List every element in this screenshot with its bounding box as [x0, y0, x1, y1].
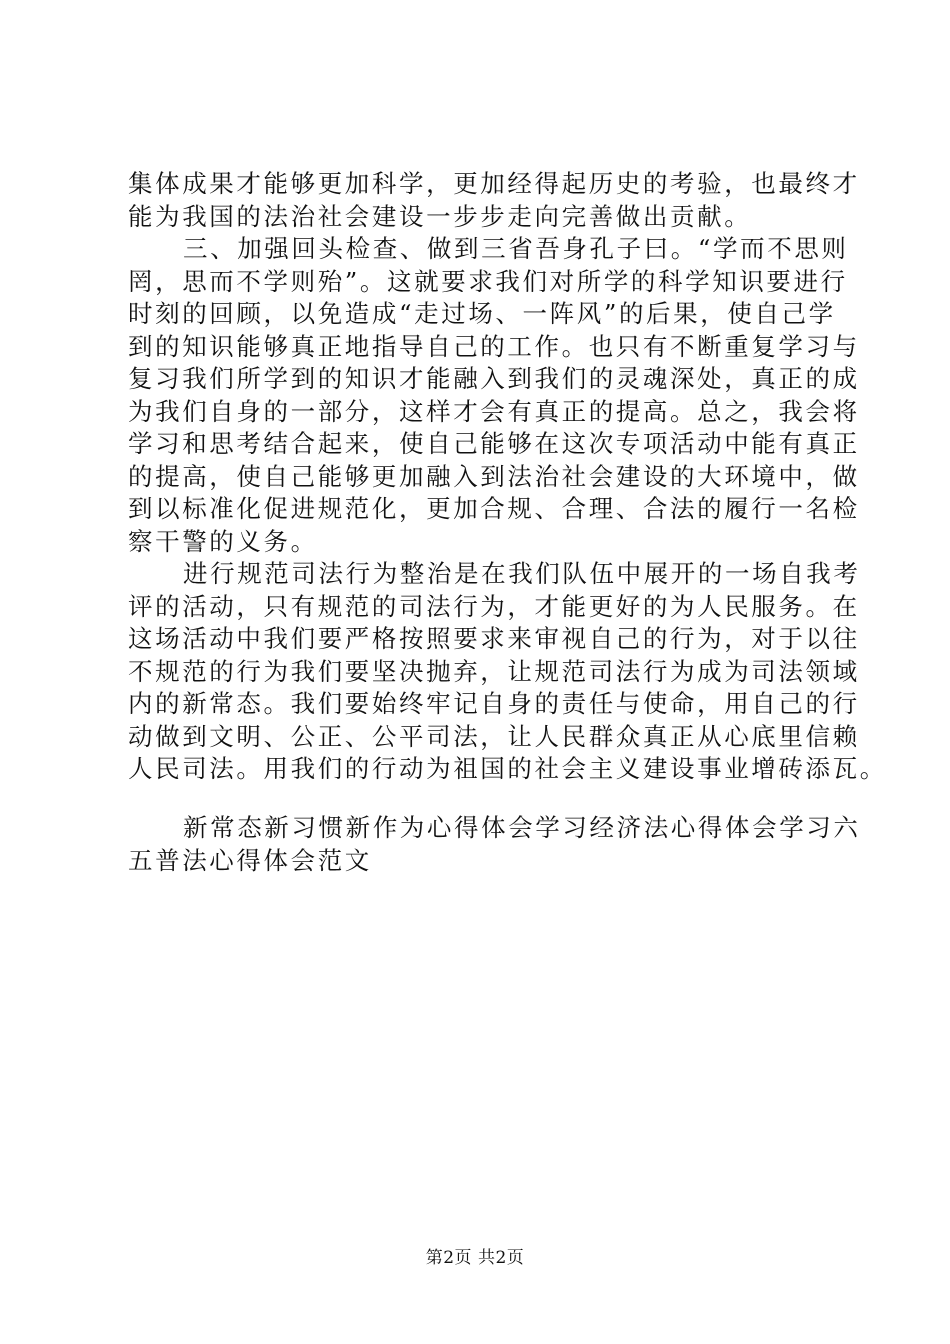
paragraph-2-line: 的提高，使自己能够更加融入到法治社会建设的大环境中，做 [128, 461, 860, 491]
related-titles-line: 五普法心得体会范文 [128, 845, 372, 875]
paragraph-2-line: 时刻的回顾，以免造成“走过场、一阵风”的后果，使自己学 [128, 299, 836, 328]
related-titles-line: 新常态新习惯新作为心得体会学习经济法心得体会学习六 [183, 813, 861, 842]
page-number-label: 第2页 共2页 [425, 1248, 525, 1268]
document-body [128, 168, 887, 786]
paragraph-3-line: 内的新常态。我们要始终牢记自身的责任与使命，用自己的行 [128, 689, 860, 718]
paragraph-2-line: 学习和思考结合起来，使自己能够在这次专项活动中能有真正 [128, 429, 860, 458]
paragraph-2-line: 为我们自身的一部分，这样才会有真正的提高。总之，我会将 [128, 396, 860, 426]
paragraph-2-line: 罔，思而不学则殆”。这就要求我们对所学的科学知识要进行 [128, 266, 848, 296]
paragraph-2-line: 三、加强回头检查、做到三省吾身孔子曰。“学而不思则 [183, 234, 849, 263]
page-footer [0, 1243, 950, 1268]
paragraph-2-line: 到的知识能够真正地指导自己的工作。也只有不断重复学习与 [128, 331, 860, 361]
paragraph-1-line: 集体成果才能够更加科学，更加经得起历史的考验，也最终才 [128, 169, 860, 198]
paragraph-2-line: 复习我们所学到的知识才能融入到我们的灵魂深处，真正的成 [128, 364, 860, 393]
paragraph-3-line: 动做到文明、公正、公平司法，让人民群众真正从心底里信赖 [128, 721, 860, 751]
paragraph-3-line: 评的活动，只有规范的司法行为，才能更好的为人民服务。在 [128, 591, 860, 621]
paragraph-3-line: 不规范的行为我们要坚决抛弃，让规范司法行为成为司法领域 [128, 656, 860, 686]
paragraph-3-line: 进行规范司法行为整治是在我们队伍中展开的一场自我考 [183, 559, 861, 588]
paragraph-2-line: 察干警的义务。 [128, 526, 318, 556]
paragraph-3-line: 这场活动中我们要严格按照要求来审视自己的行为，对于以往 [128, 624, 860, 653]
related-titles [128, 812, 861, 877]
paragraph-3-line: 人民司法。用我们的行动为祖国的社会主义建设事业增砖添瓦。 [128, 754, 887, 783]
paragraph-1-line: 能为我国的法治社会建设一步步走向完善做出贡献。 [128, 201, 752, 231]
paragraph-2-line: 到以标准化促进规范化，更加合规、合理、合法的履行一名检 [128, 494, 860, 523]
